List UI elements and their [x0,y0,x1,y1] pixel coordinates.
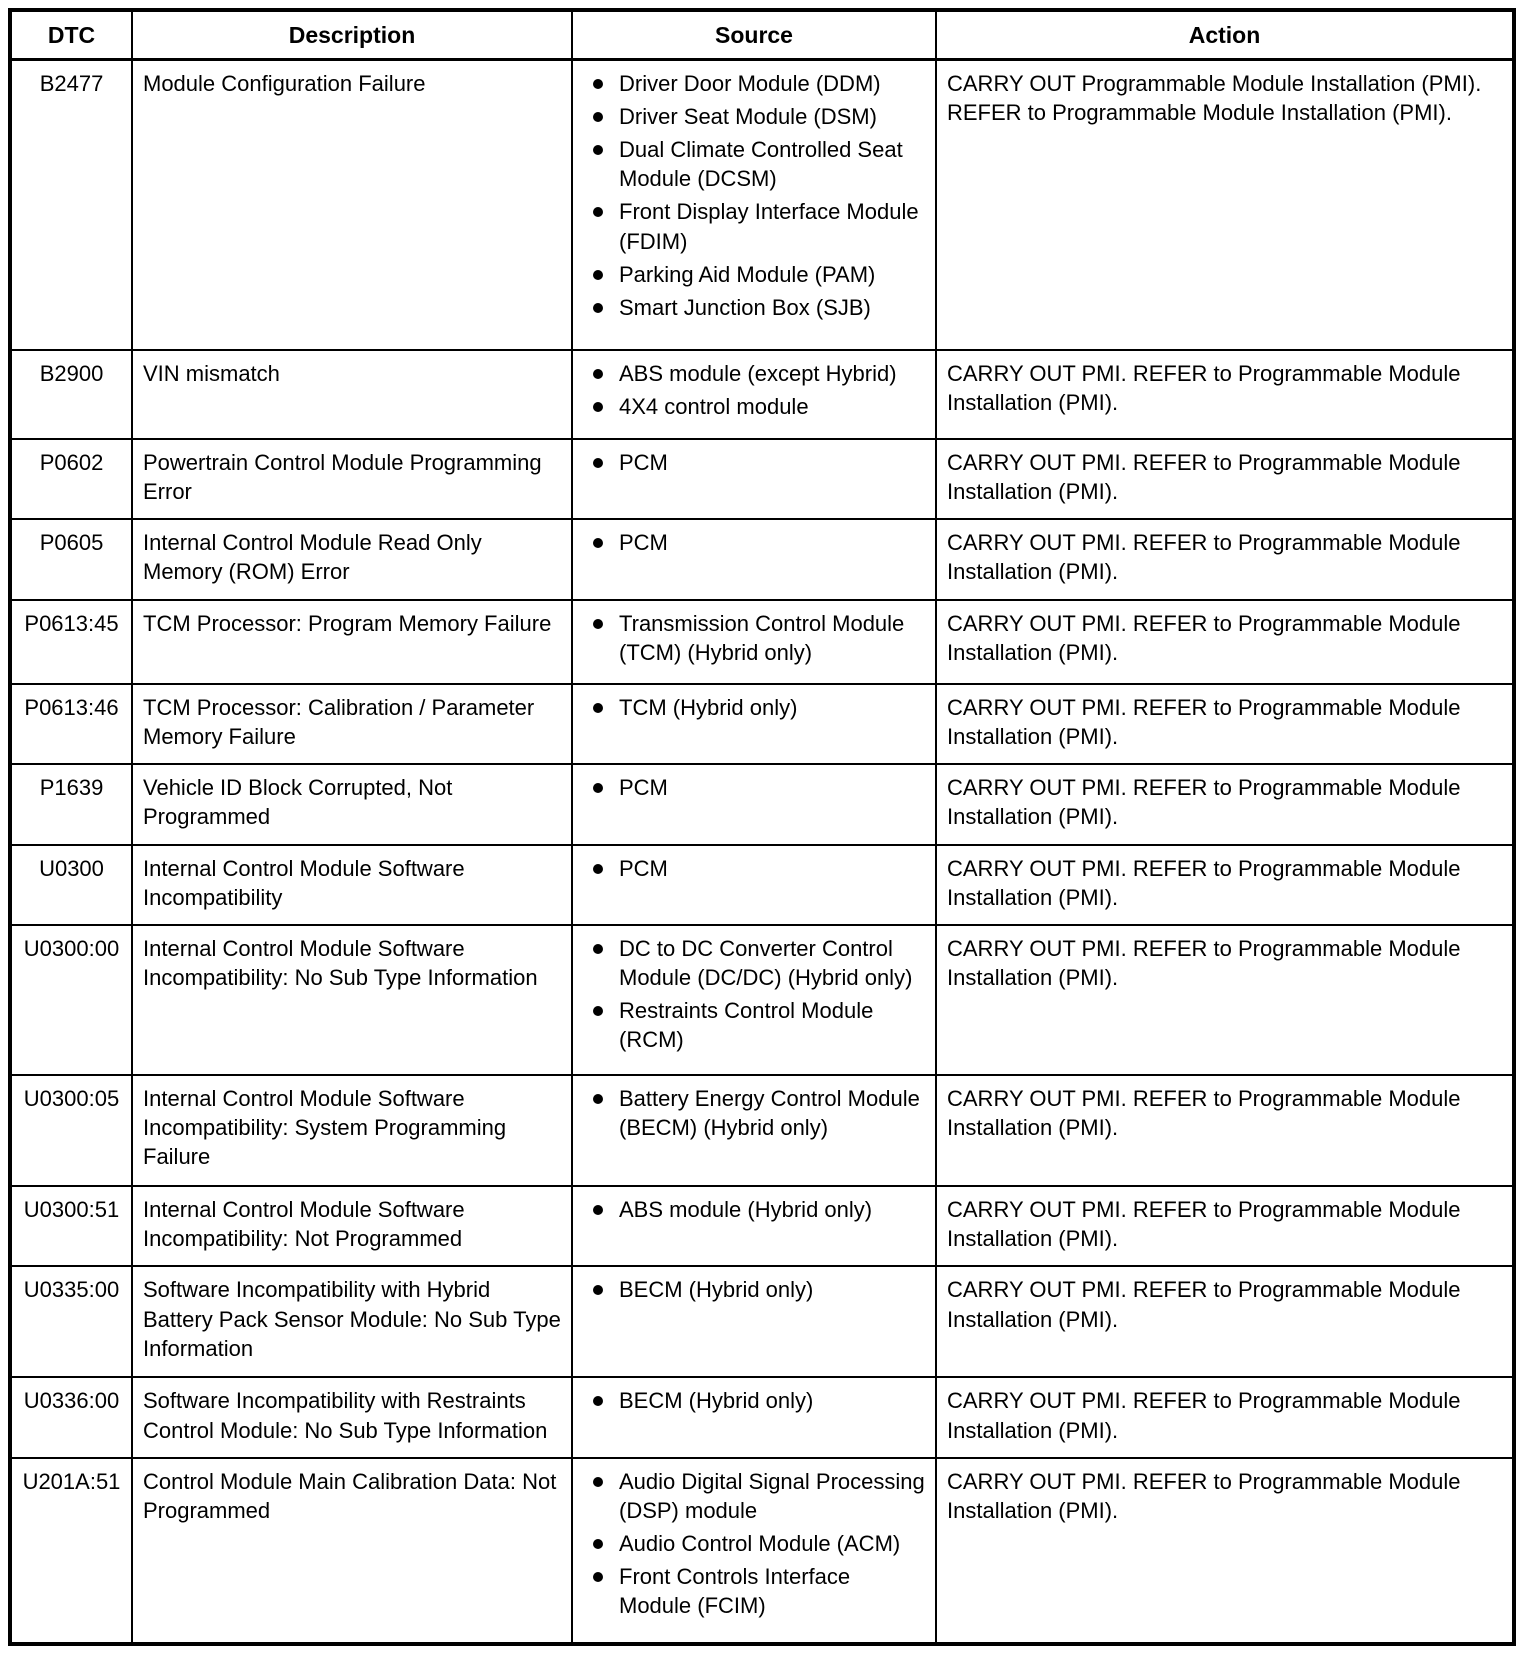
dtc-cell: U0335:00 [10,1266,132,1377]
table-row [10,925,1514,1075]
action-cell: CARRY OUT PMI. REFER to Programmable Module Installation (PMI). [936,350,1514,439]
action-cell: CARRY OUT PMI. REFER to Programmable Module Installation (PMI). [936,925,1514,1075]
dtc-cell: U0300:51 [10,1186,132,1266]
header-action: Action [936,10,1514,60]
source-cell [572,684,936,764]
source-item: TCM (Hybrid only) [583,693,925,722]
header-dtc: DTC [10,10,132,60]
action-cell: CARRY OUT PMI. REFER to Programmable Module Installation (PMI). [936,1377,1514,1457]
table-row [10,350,1514,439]
dtc-cell: B2477 [10,60,132,350]
source-item: BECM (Hybrid only) [583,1275,925,1304]
source-list [583,773,925,802]
source-item: Smart Junction Box (SJB) [583,293,925,322]
action-cell: CARRY OUT PMI. REFER to Programmable Module Installation (PMI). [936,439,1514,519]
source-cell [572,1458,936,1644]
source-cell [572,600,936,685]
source-cell [572,925,936,1075]
source-list [583,1275,925,1304]
dtc-table [8,8,1516,1646]
source-list [583,1195,925,1224]
source-cell [572,350,936,439]
source-item: Front Display Interface Module (FDIM) [583,197,925,255]
source-list [583,1386,925,1415]
dtc-cell: U0300:05 [10,1075,132,1186]
description-cell: Control Module Main Calibration Data: Not Programmed [132,1458,572,1644]
action-cell: CARRY OUT PMI. REFER to Programmable Module Installation (PMI). [936,1186,1514,1266]
dtc-cell: U0300 [10,845,132,925]
source-list [583,934,925,1054]
description-cell: Internal Control Module Software Incompatibility [132,845,572,925]
source-cell [572,764,936,844]
source-list [583,69,925,321]
dtc-cell: P0605 [10,519,132,599]
dtc-cell: P0613:46 [10,684,132,764]
action-cell: CARRY OUT PMI. REFER to Programmable Module Installation (PMI). [936,519,1514,599]
source-item: Audio Digital Signal Processing (DSP) module [583,1467,925,1525]
source-item: ABS module (except Hybrid) [583,359,925,388]
table-row [10,1458,1514,1644]
source-list [583,1467,925,1620]
dtc-cell: P1639 [10,764,132,844]
source-item: Audio Control Module (ACM) [583,1529,925,1558]
source-item: Dual Climate Controlled Seat Module (DCSM) [583,135,925,193]
dtc-cell: U201A:51 [10,1458,132,1644]
description-cell: Internal Control Module Read Only Memory (ROM) Error [132,519,572,599]
source-item: BECM (Hybrid only) [583,1386,925,1415]
table-row [10,1075,1514,1186]
description-cell: Vehicle ID Block Corrupted, Not Programmed [132,764,572,844]
source-cell [572,1266,936,1377]
source-list [583,609,925,667]
source-list [583,528,925,557]
action-cell: CARRY OUT PMI. REFER to Programmable Module Installation (PMI). [936,1075,1514,1186]
dtc-cell: P0602 [10,439,132,519]
source-item: Driver Door Module (DDM) [583,69,925,98]
header-source: Source [572,10,936,60]
description-cell: VIN mismatch [132,350,572,439]
source-cell [572,1075,936,1186]
source-list [583,448,925,477]
source-item: PCM [583,528,925,557]
dtc-cell: B2900 [10,350,132,439]
source-cell [572,519,936,599]
description-cell: TCM Processor: Calibration / Parameter Memory Failure [132,684,572,764]
dtc-cell: U0300:00 [10,925,132,1075]
description-cell: Module Configuration Failure [132,60,572,350]
description-cell: Internal Control Module Software Incompatibility: Not Programmed [132,1186,572,1266]
header-row [10,10,1514,60]
table-row [10,764,1514,844]
action-cell: CARRY OUT PMI. REFER to Programmable Module Installation (PMI). [936,1458,1514,1644]
source-item: DC to DC Converter Control Module (DC/DC) (Hybrid only) [583,934,925,992]
action-cell: CARRY OUT PMI. REFER to Programmable Module Installation (PMI). [936,764,1514,844]
header-description: Description [132,10,572,60]
action-cell: CARRY OUT Programmable Module Installation (PMI). REFER to Programmable Module Installation (PMI). [936,60,1514,350]
description-cell: Internal Control Module Software Incompatibility: No Sub Type Information [132,925,572,1075]
description-cell: Powertrain Control Module Programming Error [132,439,572,519]
table-row [10,845,1514,925]
source-item: Restraints Control Module (RCM) [583,996,925,1054]
source-item: 4X4 control module [583,392,925,421]
source-item: Transmission Control Module (TCM) (Hybrid only) [583,609,925,667]
table-row [10,1266,1514,1377]
description-cell: Software Incompatibility with Restraints Control Module: No Sub Type Information [132,1377,572,1457]
source-list [583,854,925,883]
table-row [10,1377,1514,1457]
source-list [583,359,925,421]
action-cell: CARRY OUT PMI. REFER to Programmable Module Installation (PMI). [936,684,1514,764]
dtc-cell: U0336:00 [10,1377,132,1457]
source-cell [572,60,936,350]
description-cell: TCM Processor: Program Memory Failure [132,600,572,685]
source-item: Parking Aid Module (PAM) [583,260,925,289]
source-item: Front Controls Interface Module (FCIM) [583,1562,925,1620]
dtc-cell: P0613:45 [10,600,132,685]
source-item: PCM [583,448,925,477]
source-cell [572,1377,936,1457]
source-list [583,1084,925,1142]
table-row [10,439,1514,519]
source-item: Battery Energy Control Module (BECM) (Hybrid only) [583,1084,925,1142]
source-cell [572,1186,936,1266]
source-cell [572,439,936,519]
table-row [10,1186,1514,1266]
action-cell: CARRY OUT PMI. REFER to Programmable Module Installation (PMI). [936,1266,1514,1377]
action-cell: CARRY OUT PMI. REFER to Programmable Module Installation (PMI). [936,600,1514,685]
source-list [583,693,925,722]
description-cell: Internal Control Module Software Incompatibility: System Programming Failure [132,1075,572,1186]
table-row [10,600,1514,685]
description-cell: Software Incompatibility with Hybrid Battery Pack Sensor Module: No Sub Type Information [132,1266,572,1377]
source-cell [572,845,936,925]
action-cell: CARRY OUT PMI. REFER to Programmable Module Installation (PMI). [936,845,1514,925]
source-item: PCM [583,773,925,802]
table-row [10,519,1514,599]
table-row [10,684,1514,764]
table-row [10,60,1514,350]
source-item: PCM [583,854,925,883]
source-item: Driver Seat Module (DSM) [583,102,925,131]
source-item: ABS module (Hybrid only) [583,1195,925,1224]
